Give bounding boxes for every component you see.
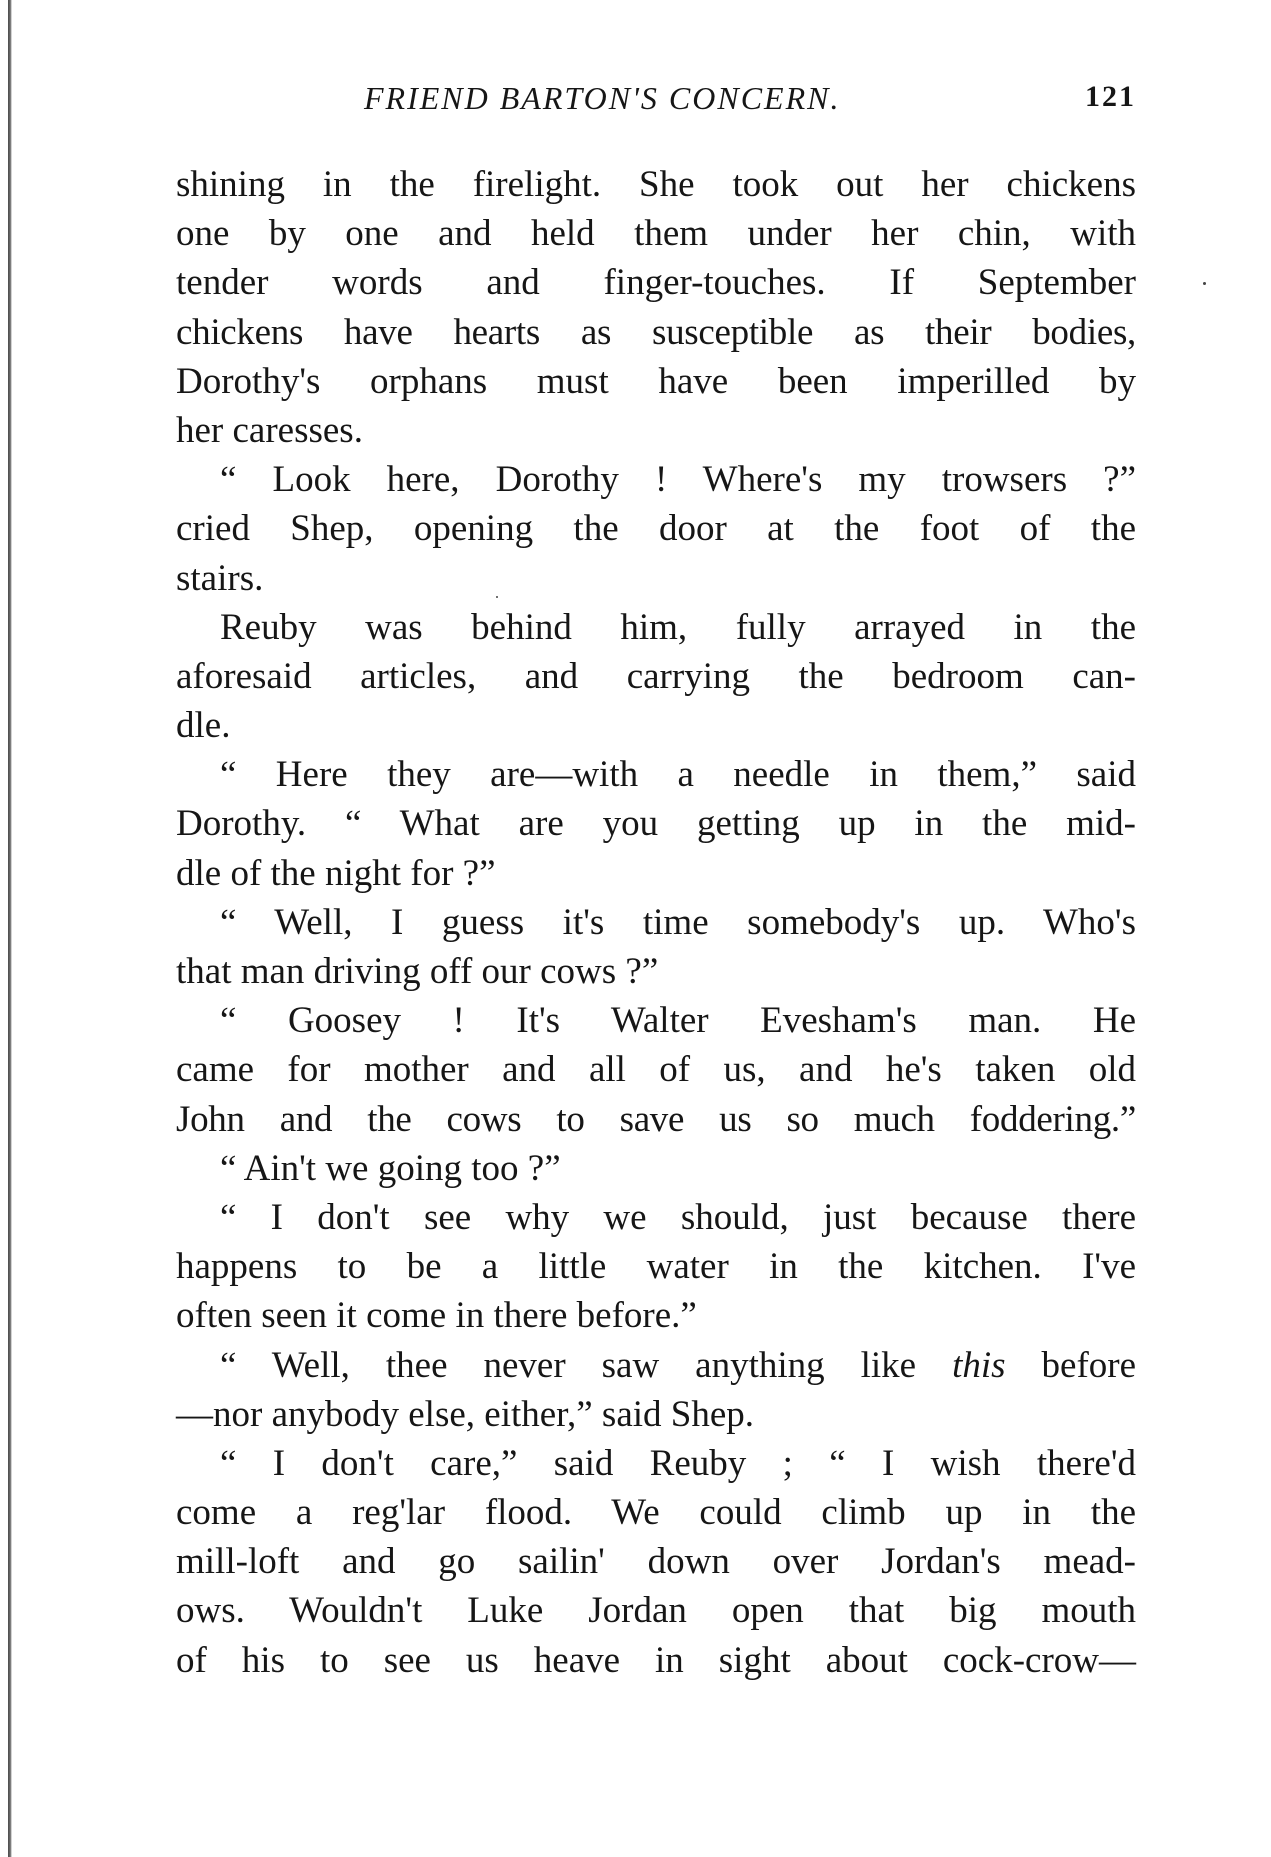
text-line: “ Ain't we going too ?” xyxy=(220,1147,561,1189)
text-line: tender words and finger-touches. If September xyxy=(176,262,1136,304)
text-line: dle. xyxy=(176,705,231,747)
text-segment: “ Well, thee never saw anything like xyxy=(220,1344,917,1386)
text-line: aforesaid articles, and carrying the bedroom can- xyxy=(176,655,1136,697)
text-line: chickens have hearts as susceptible as their bodies, xyxy=(176,311,1136,353)
text-line: “ Well, I guess it's time somebody's up. Who's xyxy=(220,901,1136,943)
page-number: 121 xyxy=(1085,80,1136,113)
text-line: Dorothy's orphans must have been imperilled by xyxy=(176,360,1136,402)
text-line: “ Look here, Dorothy ! Where's my trowsers ?” xyxy=(220,459,1136,501)
text-line: “ I don't see why we should, just because there xyxy=(220,1196,1136,1238)
text-line: come a reg'lar flood. We could climb up in the xyxy=(176,1492,1136,1534)
text-line: her caresses. xyxy=(176,409,363,451)
text-line: John and the cows to save us so much foddering.” xyxy=(176,1098,1136,1140)
text-line: Dorothy. “ What are you getting up in the mid- xyxy=(176,803,1136,845)
text-line: “ Here they are—with a needle in them,” said xyxy=(220,754,1136,796)
text-line: of his to see us heave in sight about cock-crow— xyxy=(176,1639,1136,1681)
text-line: one by one and held them under her chin, with xyxy=(176,213,1136,255)
text-segment: before xyxy=(1041,1344,1137,1386)
text-line: mill-loft and go sailin' down over Jordan's mead- xyxy=(176,1541,1136,1583)
body-text xyxy=(176,160,1136,1685)
text-line: Reuby was behind him, fully arrayed in the xyxy=(220,606,1136,648)
text-line: happens to be a little water in the kitchen. I've xyxy=(176,1246,1136,1288)
text-line: “ Goosey ! It's Walter Evesham's man. He xyxy=(220,1000,1136,1042)
spine-edge xyxy=(8,0,12,1857)
text-line: often seen it come in there before.” xyxy=(176,1295,697,1337)
text-line: ows. Wouldn't Luke Jordan open that big mouth xyxy=(176,1590,1136,1632)
text-line: shining in the firelight. She took out her chickens xyxy=(176,164,1136,205)
paper-speck xyxy=(496,596,498,598)
text-line: stairs. xyxy=(176,557,264,599)
text-line: —nor anybody else, either,” said Shep. xyxy=(176,1393,755,1435)
text-line: that man driving off our cows ?” xyxy=(176,951,659,992)
text-line xyxy=(176,1341,1136,1390)
paper-speck xyxy=(1203,282,1206,285)
running-title: FRIEND BARTON'S CONCERN. xyxy=(364,80,841,116)
text-line: “ I don't care,” said Reuby ; “ I wish there'd xyxy=(220,1442,1136,1484)
text-line: cried Shep, opening the door at the foot of the xyxy=(176,508,1136,550)
text-line: dle of the night for ?” xyxy=(176,852,496,894)
running-head xyxy=(176,74,1136,124)
text-line: came for mother and all of us, and he's taken old xyxy=(176,1049,1136,1091)
italic-word: this xyxy=(952,1344,1006,1386)
